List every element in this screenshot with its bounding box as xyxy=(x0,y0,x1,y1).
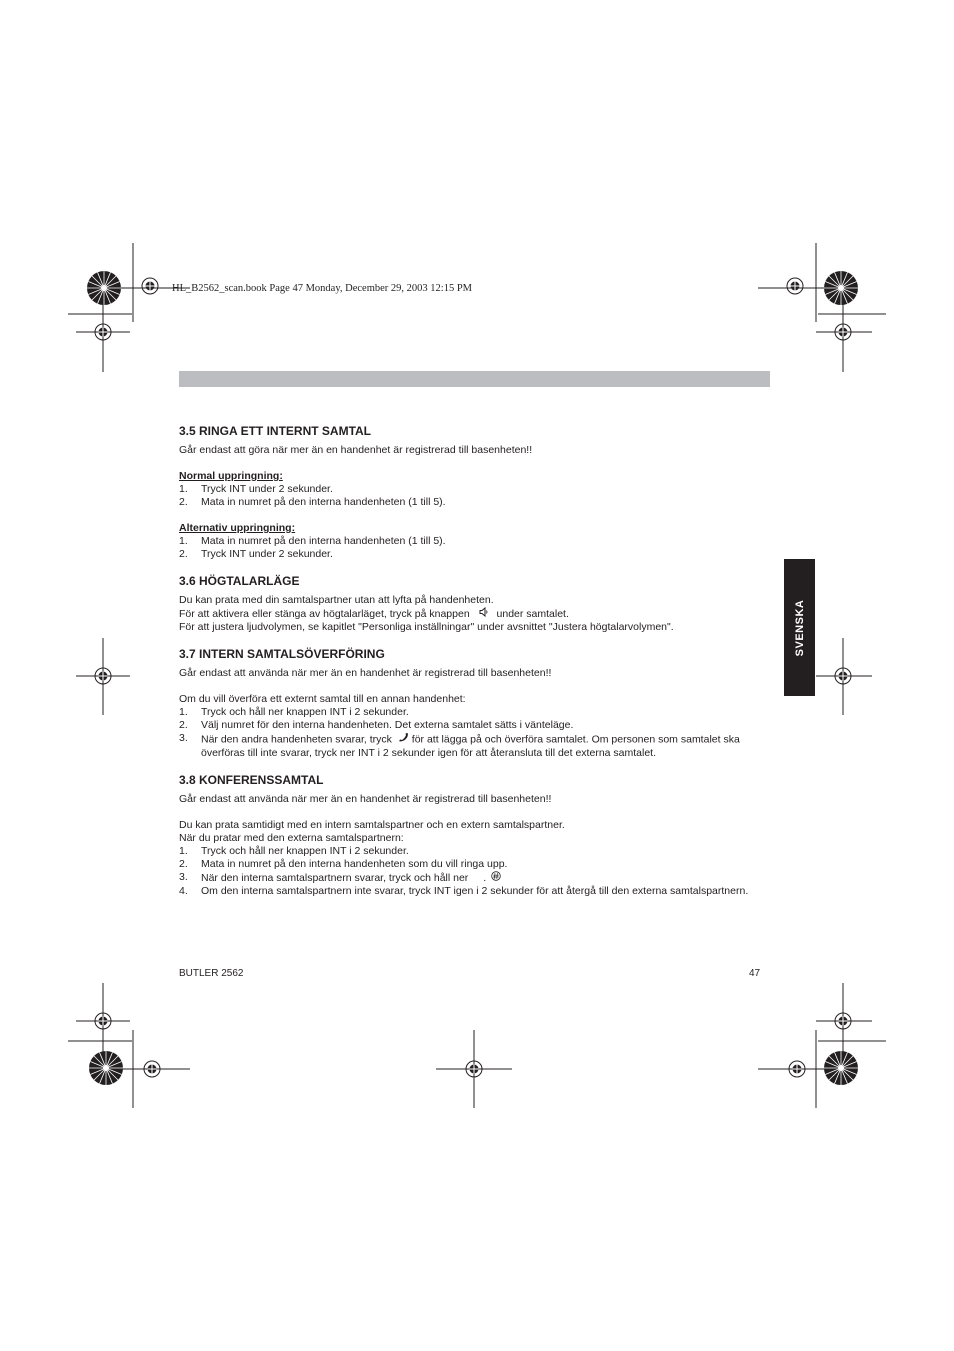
list-item: 2. Välj numret för den interna handenheten. Det externa samtalet sätts i vänteläge. xyxy=(179,719,574,731)
paragraph: Du kan prata samtidigt med en intern samtalspartner och en extern samtalspartner. xyxy=(179,819,565,831)
section-title: 3.7 INTERN SAMTALSÖVERFÖRING xyxy=(179,647,385,661)
list-item: 1. Mata in numret på den interna handenheten (1 till 5). xyxy=(179,535,446,547)
conference-steps xyxy=(179,845,771,898)
section-intro: Går endast att använda när mer än en handenhet är registrerad till basenheten!! xyxy=(179,667,552,679)
list-item: 4. Om den interna samtalspartnern inte svarar, tryck INT igen i 2 sekunder för att återgå till den externa samtalspartnern. xyxy=(179,885,749,897)
section-3-6 xyxy=(179,574,771,634)
section-3-8 xyxy=(179,773,771,898)
list-item: 2. Tryck INT under 2 sekunder. xyxy=(179,548,333,560)
phone-handset-icon xyxy=(398,732,409,747)
subheading-normal: Normal uppringning: xyxy=(179,470,283,482)
section-title: 3.5 RINGA ETT INTERNT SAMTAL xyxy=(179,424,371,438)
section-3-7 xyxy=(179,647,771,760)
paragraph: För att justera ljudvolymen, se kapitlet "Personliga inställningar" under avsnittet "Justera högtalarvolymen". xyxy=(179,621,674,633)
page-number: 47 xyxy=(749,968,761,979)
footer-product: BUTLER 2562 xyxy=(179,968,244,979)
subheading-alternative: Alternativ uppringning: xyxy=(179,522,296,534)
transfer-steps xyxy=(179,706,771,760)
speaker-icon xyxy=(479,607,488,621)
section-title: 3.6 HÖGTALARLÄGE xyxy=(179,574,300,588)
hash-key-icon xyxy=(491,871,501,885)
list-item: 2. Mata in numret på den interna handenheten (1 till 5). xyxy=(179,496,446,508)
section-intro: Går endast att göra när mer än en handenhet är registrerad till basenheten!! xyxy=(179,444,533,456)
normal-steps xyxy=(179,483,771,509)
paragraph: När du pratar med den externa samtalspartnern: xyxy=(179,832,404,844)
list-item: 1. Tryck INT under 2 sekunder. xyxy=(179,483,333,495)
list-item: 2. Mata in numret på den interna handenheten som du vill ringa upp. xyxy=(179,858,508,870)
language-tab xyxy=(784,559,815,696)
paragraph: Om du vill överföra ett externt samtal till en annan handenhet: xyxy=(179,693,466,705)
paragraph: För att aktivera eller stänga av högtalarläget, tryck på knappen under samtalet. xyxy=(179,607,569,620)
section-title: 3.8 KONFERENSSAMTAL xyxy=(179,773,324,787)
list-item: 3. När den andra handenheten svarar, tryck för att lägga på och överföra samtalet. Om personen som samtalet ska överföras till inte svarar, tryck ner INT i 2 sekunder igen för att återansluta till det externa samtalet. xyxy=(179,732,740,759)
list-item: 3. När den interna samtalspartnern svarar, tryck och håll ner . xyxy=(179,871,771,885)
print-header: HL_B2562_scan.book Page 47 Monday, December 29, 2003 12:15 PM xyxy=(172,283,472,294)
header-bar xyxy=(179,371,770,387)
language-tab-label: SVENSKA xyxy=(793,599,806,656)
section-3-5 xyxy=(179,424,771,561)
list-item: 1. Tryck och håll ner knappen INT i 2 sekunder. xyxy=(179,845,409,857)
alternative-steps xyxy=(179,535,771,561)
paragraph: Du kan prata med din samtalspartner utan att lyfta på handenheten. xyxy=(179,594,494,606)
main-content xyxy=(179,424,771,911)
list-item: 1. Tryck och håll ner knappen INT i 2 sekunder. xyxy=(179,706,409,718)
section-intro: Går endast att använda när mer än en handenhet är registrerad till basenheten!! xyxy=(179,793,552,805)
